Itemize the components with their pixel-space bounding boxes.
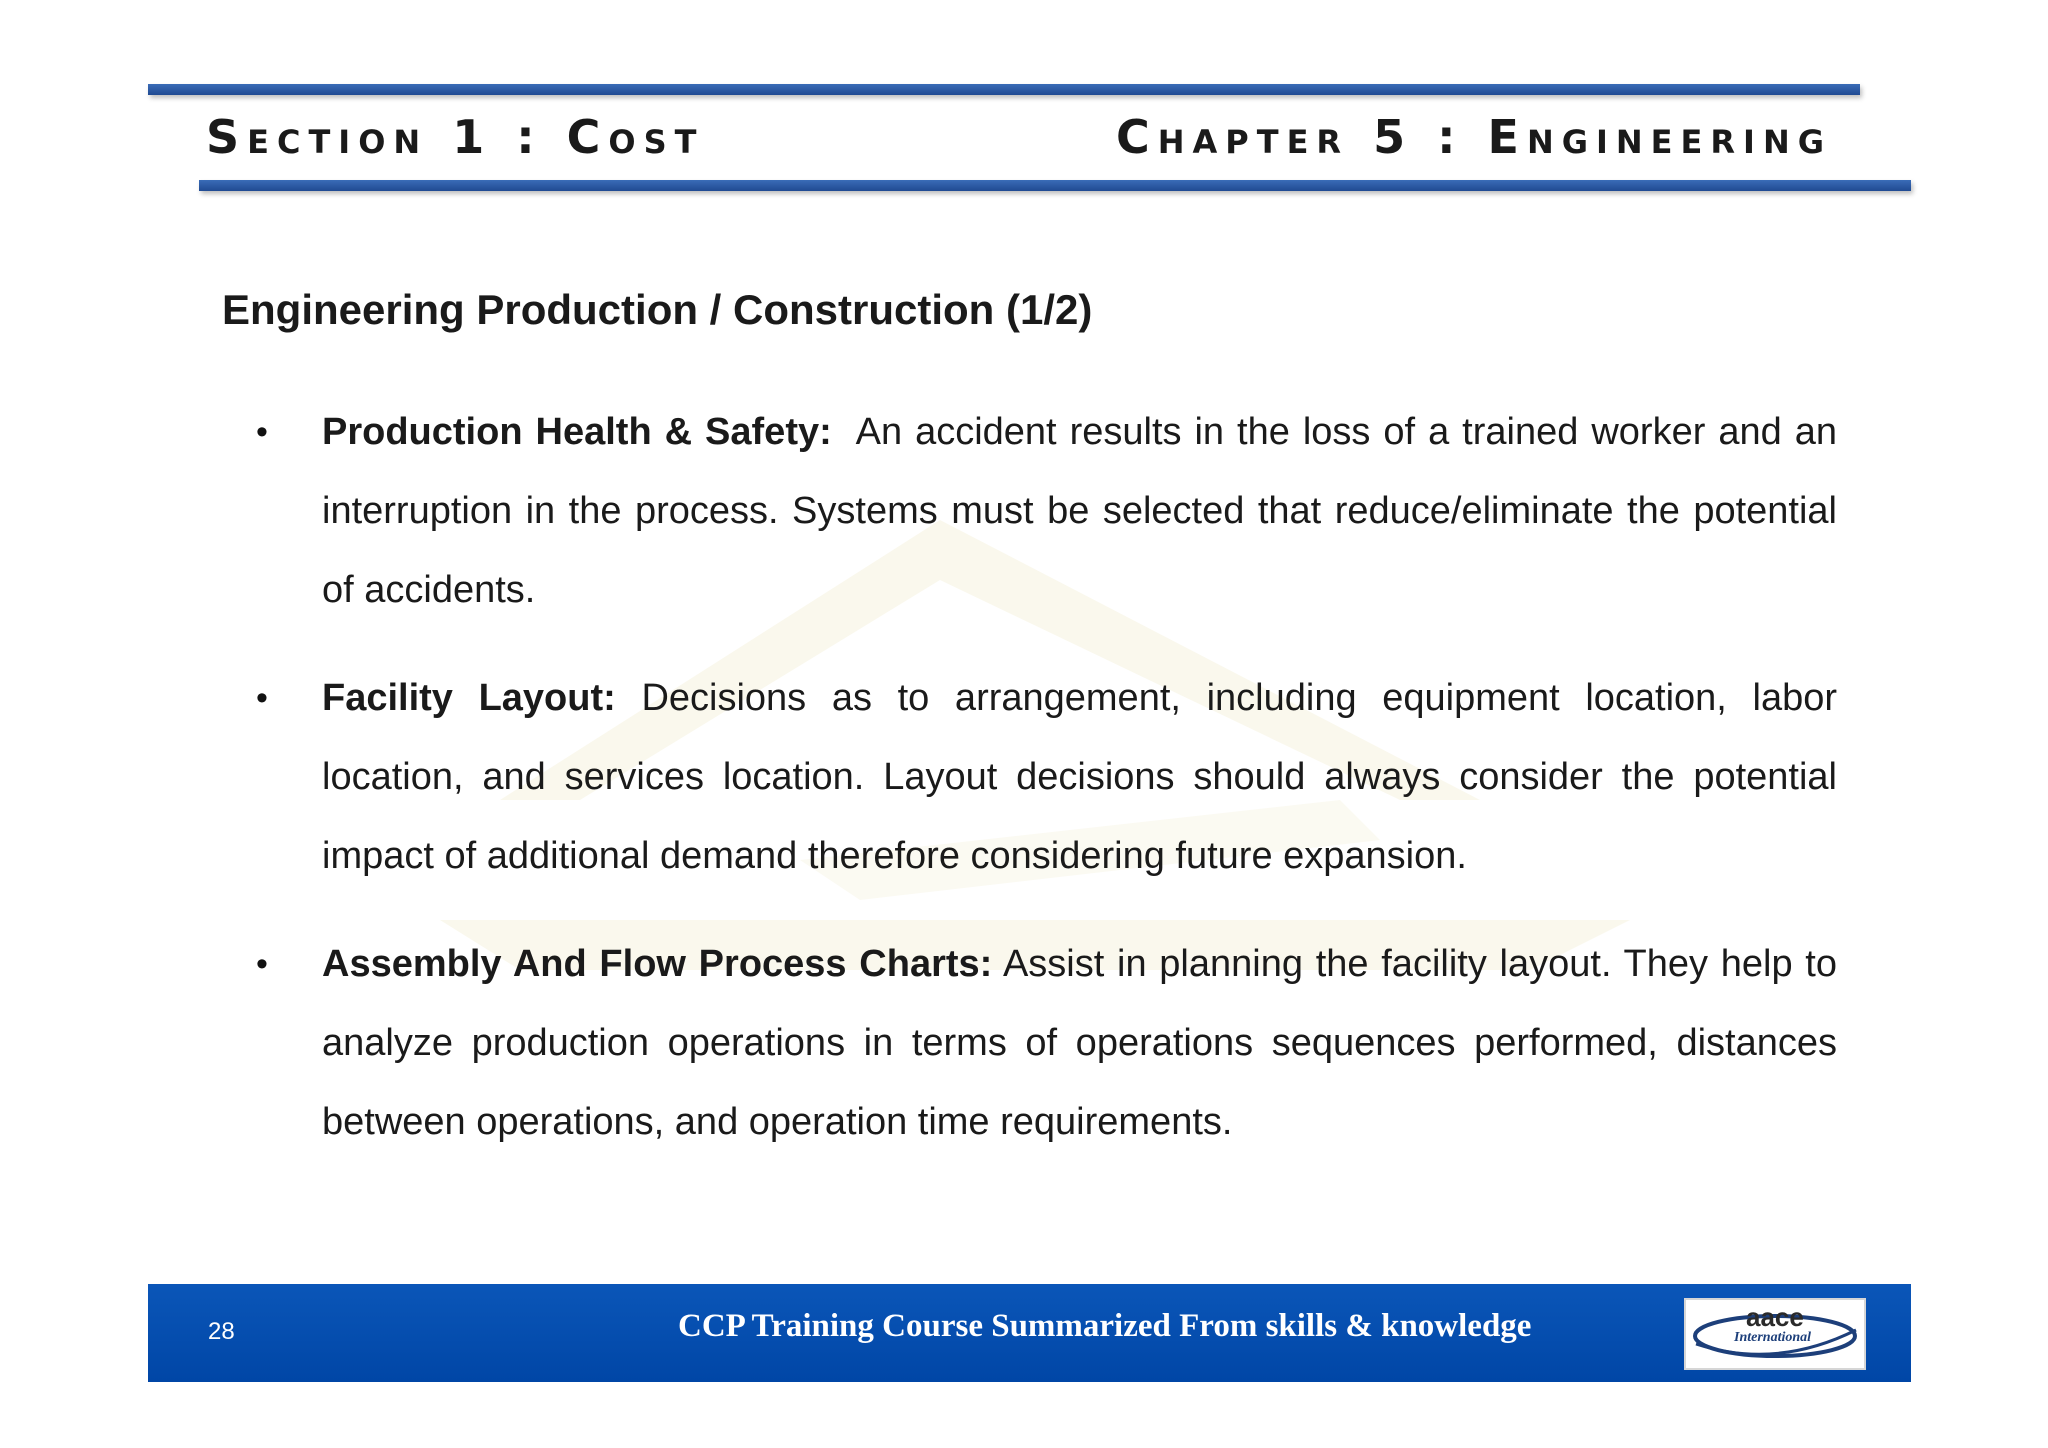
- bullet-body: Decisions as to arrangement, including equipment location, labor location, and services location. Layout decisions should always consider the potential impact of additional demand therefore considering future expansion.: [322, 677, 1837, 877]
- chapter-label: Chapter 5 : Engineering: [1115, 110, 1832, 164]
- bullet-item: [250, 659, 1837, 896]
- bullet-list: [250, 393, 1837, 1191]
- page-number: 28: [208, 1318, 235, 1345]
- bullet-text: [322, 659, 1837, 896]
- aace-logo: [1684, 1298, 1866, 1370]
- bullet-term: Assembly And Flow Process Charts:: [322, 943, 993, 985]
- bullet-icon: •: [256, 413, 268, 451]
- bullet-text: [322, 393, 1837, 630]
- bullet-body: An accident results in the loss of a trained worker and an interruption in the process. Systems must be selected that reduce/eliminate the potential of accidents.: [322, 411, 1837, 611]
- bullet-icon: •: [256, 945, 268, 983]
- bullet-icon: •: [256, 679, 268, 717]
- header-rule-top: [148, 84, 1860, 95]
- slide-title: Engineering Production / Construction (1/2): [222, 286, 1093, 333]
- bullet-body: Assist in planning the facility layout. They help to analyze production operations in terms of operations sequences performed, distances between operations, and operation time requirements.: [322, 943, 1837, 1143]
- logo-sub-text: International: [1734, 1330, 1812, 1345]
- bullet-term: Production Health & Safety:: [322, 411, 832, 453]
- section-label: Section 1 : Cost: [206, 110, 705, 164]
- header-rule-bottom: [199, 180, 1911, 191]
- logo-main-text: aace: [1746, 1302, 1804, 1332]
- bullet-text: [322, 925, 1837, 1162]
- footer-text: CCP Training Course Summarized From skills & knowledge: [678, 1308, 1532, 1344]
- bullet-item: [250, 925, 1837, 1162]
- bullet-term: Facility Layout:: [322, 677, 616, 719]
- bullet-item: [250, 393, 1837, 630]
- footer-bar: [148, 1284, 1911, 1382]
